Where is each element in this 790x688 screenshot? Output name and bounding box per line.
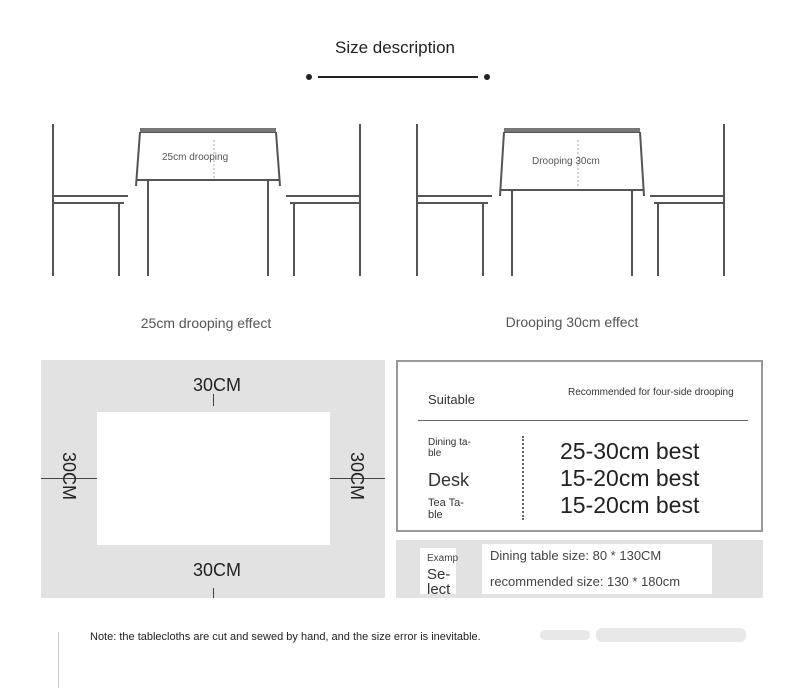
column-divider [522, 436, 524, 520]
margin-diagram [41, 360, 385, 598]
right-chair [286, 124, 360, 276]
example-label-small: Examp [427, 553, 459, 564]
header-divider [418, 420, 748, 421]
margin-left-label: 30CM [59, 452, 79, 501]
row-label-tea-table: Tea Ta-ble [428, 497, 464, 521]
illustration-25cm [44, 120, 370, 280]
droop-label-30cm: Drooping 30cm [532, 156, 600, 167]
example-panel [396, 540, 763, 598]
right-chair [650, 124, 724, 276]
title-rule-dot-left [306, 74, 312, 80]
note-text: Note: the tablecloths are cut and sewed by hand, and the size error is inevitable. [90, 631, 481, 643]
blurred-area [540, 630, 590, 640]
row-value-desk: 15-20cm best [544, 465, 714, 492]
left-chair [417, 124, 492, 276]
title-rule-dot-right [484, 74, 490, 80]
tick-bottom [213, 588, 214, 598]
margin-right-label: 30CM [347, 452, 367, 501]
droop-label-25cm: 25cm drooping [162, 152, 229, 163]
tabletop [504, 128, 640, 132]
recommendation-table [396, 360, 763, 532]
example-dining-size: Dining table size: 80 * 130CM [490, 548, 662, 563]
table-30cm [500, 132, 644, 276]
row-label-dining-table: Dining ta-ble [428, 437, 471, 459]
row-value-dining-table: 25-30cm best [544, 438, 714, 465]
note-divider [58, 632, 59, 688]
row-label-desk: Desk [428, 470, 470, 490]
header-suitable: Suitable [428, 392, 475, 407]
header-recommended: Recommended for four-side drooping [568, 387, 734, 398]
row-value-tea-table: 15-20cm best [544, 492, 714, 519]
margin-top-label: 30CM [193, 375, 242, 395]
tabletop [140, 128, 276, 132]
table-area [97, 412, 330, 545]
title-underline [306, 74, 490, 80]
title-rule-bar [318, 76, 478, 78]
blurred-area [596, 628, 746, 642]
example-recommended-size: recommended size: 130 * 180cm [490, 574, 681, 589]
example-label-large: Se-lect [427, 566, 451, 598]
page-title: Size description [334, 38, 455, 57]
illustration-30cm [408, 120, 734, 280]
margin-bottom-label: 30CM [193, 560, 242, 580]
caption-25cm: 25cm drooping effect [140, 315, 272, 331]
caption-30cm: Drooping 30cm effect [505, 314, 639, 330]
left-chair [53, 124, 128, 276]
